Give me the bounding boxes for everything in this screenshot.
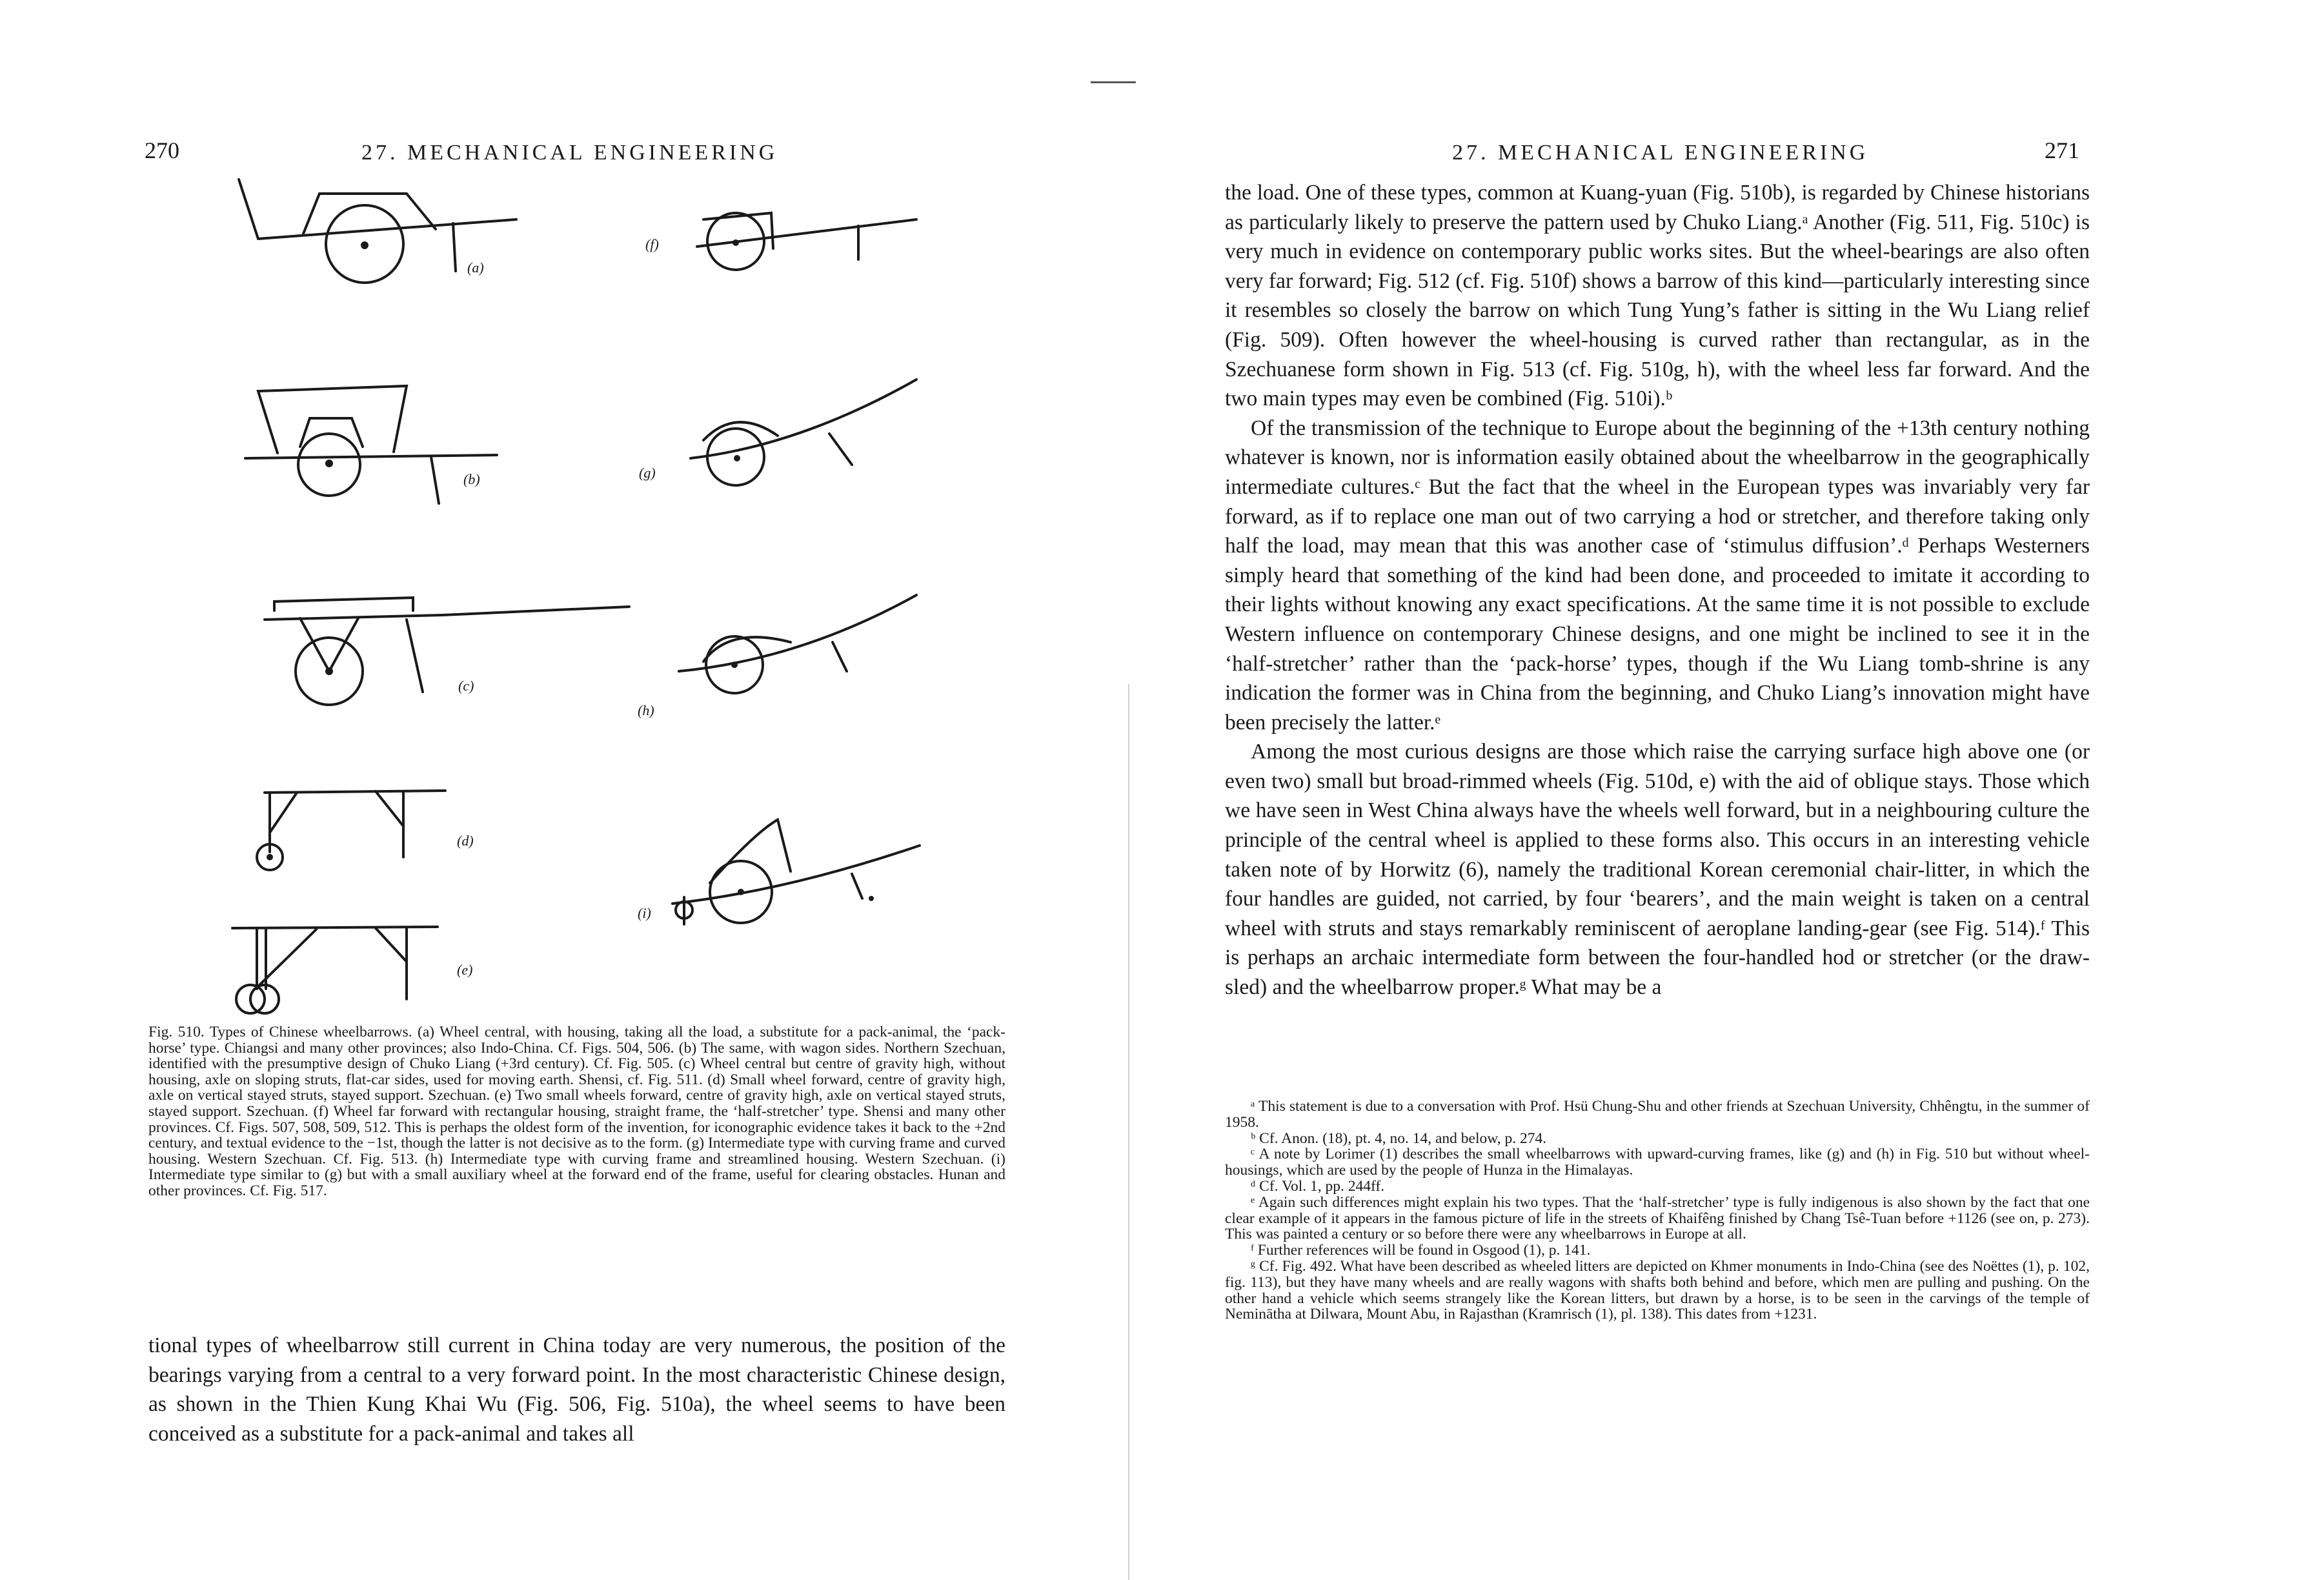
diagram-c-label: (c) (458, 678, 474, 694)
diagram-e (232, 927, 472, 1013)
diagram-f-frame (697, 219, 916, 247)
footnote: ᵇ Cf. Anon. (18), pt. 4, no. 14, and below, p. 274. (1251, 1129, 1547, 1147)
diagram-b-frame (245, 455, 497, 458)
paragraph: Of the transmission of the technique to Europe about the beginning of the +13th century nothing whatever is known, nor is information easily obtained about the wheelbarrow in the geographically intermediate cultures.ᶜ But the fact that the wheel in the European types was invariably very far forward, as if to replace one man out of two carrying a hod or stretcher, and therefore taking only half the load, may mean that this was another case of ‘stimulus diffusion’.ᵈ Perhaps Westerners simply heard that something of the kind had been done, and proceeded to imitate it according to their lights without knowing any exact specifications. At the same time it is not possible to exclude Western influence on contemporary Chinese designs, and one might be inclined to see it in the ‘half-stretcher’ rather than the ‘pack-horse’ types, though if the Wu Liang tomb-shrine is any indication the former was in China from the beginning, and Chuko Liang’s innovation might have been precisely the latter.ᵉ (1225, 416, 2090, 734)
diagram-a-handle (239, 179, 258, 239)
diagram-g (639, 380, 916, 485)
diagram-e-label: (e) (457, 962, 473, 978)
left-page-number: 270 (145, 137, 179, 163)
left-body-paragraph: tional types of wheelbarrow still current in China today are very numerous, the position of the bearings varying from a central to a very forward point. In the most characteristic Chinese design, as shown in the Thien Kung Khai Wu (Fig. 506, Fig. 510a), the wheel seems to have been conceived as a substitute for a pack-animal and takes all (148, 1333, 1005, 1446)
diagram-i (638, 820, 920, 924)
diagram-d-label: (d) (457, 833, 474, 849)
left-running-head: 27. MECHANICAL ENGINEERING (361, 141, 778, 165)
diagram-a (239, 179, 516, 283)
diagram-a-frame (258, 219, 516, 239)
page-gutter (1128, 684, 1129, 1580)
right-running-head: 27. MECHANICAL ENGINEERING (1452, 141, 1869, 165)
diagram-c-frame (265, 607, 629, 620)
footnote: ᶠ Further references will be found in Osgood (1), p. 141. (1251, 1242, 1591, 1259)
diagram-h-housing (703, 637, 791, 662)
diagram-h (638, 595, 916, 718)
diagram-a-label: (a) (467, 259, 484, 276)
right-page-number: 271 (2045, 137, 2079, 163)
wheelbarrow-figure (194, 174, 968, 1026)
right-body-text (1225, 178, 2090, 1002)
footnote: ᵍ Cf. Fig. 492. What have been described as wheeled litters are depicted on Khmer monuments in Indo-China (see des Noëttes (1), p. 102, fig. 113), but they have many wheels and are really wagons with shafts both behind and before, which men are pulling and pushing. On the other hand a vehicle which seems strangely like the Korean litters, but drawn by a horse, is to be seen in the carvings of the temple of Neminātha at Dilwara, Mount Abu, in Rajasthan (Kramrisch (1), pl. 138). This dates from +1231. (1225, 1257, 2090, 1323)
diagram-h-frame (679, 595, 916, 671)
paragraph: the load. One of these types, common at Kuang-yuan (Fig. 510b), is regarded by Chinese historians as particularly likely to preserve the pattern used by Chuko Liang.ᵃ Another (Fig. 511, Fig. 510c) is very much in evidence on contemporary public works sites. But the wheel-bearings are also often very far forward; Fig. 512 (cf. Fig. 510f) shows a barrow of this kind—particularly interesting since it resembles so closely the barrow on which Tung Yung’s father is sitting in the Wu Liang relief (Fig. 509). Often however the wheel-housing is curved rather than rectangular, as in the Szechuanese form shown in Fig. 513 (cf. Fig. 510g, h), with the wheel less far forward. And the two main types may even be combined (Fig. 510i).ᵇ (1225, 181, 2090, 411)
left-body-text (148, 1331, 1005, 1448)
diagram-b-label: (b) (463, 471, 480, 487)
diagram-h-label: (h) (638, 702, 654, 718)
diagram-b (245, 386, 497, 503)
diagram-i-housing (710, 820, 791, 883)
diagram-f (645, 213, 916, 270)
diagram-g-label: (g) (639, 465, 656, 481)
diagram-g-frame (691, 380, 916, 458)
footnote: ᶜ A note by Lorimer (1) describes the small wheelbarrows with upward-curving frames, like (g) and (h) in Fig. 510 but without wheel-housings, which are used by the people of Hunza in the Himalayas. (1225, 1146, 2090, 1179)
footnote: ᵉ Again such differences might explain his two types. That the ‘half-stretcher’ type is fully indigenous is also shown by the fact that one clear example of it appears in the famous picture of life in the streets of Khaifêng finished by Chang Tsê-Tuan before +1126 (see on, p. 273). This was painted a century or so before there were any wheelbarrows in Europe at all. (1225, 1193, 2090, 1243)
diagram-i-label: (i) (638, 905, 651, 921)
footnotes (1225, 1099, 2090, 1322)
diagram-d-frame (265, 791, 445, 793)
diagram-c (265, 598, 629, 705)
figure-caption: Fig. 510. Types of Chinese wheelbarrows. (a) Wheel central, with housing, taking all the load, a substitute for a pack-animal, the ‘pack-horse’ type. Chiangsi and many other provinces; also Indo-China. Cf. Figs. 504, 506. (b) The same, with wagon sides. Northern Szechuan, identified with the presumptive design of Chuko Liang (+3rd century). Cf. Fig. 505. (c) Wheel central but centre of gravity high, without housing, axle on sloping struts, flat-car sides, used for moving earth. Shensi, cf. Fig. 511. (d) Small wheel forward, centre of gravity high, axle on vertical stayed struts, stayed support. Szechuan. (e) Two small wheels forward, centre of gravity high, axle on vertical stayed struts, stayed support. Szechuan. (f) Wheel far forward with rectangular housing, straight frame, the ‘half-stretcher’ type. Shensi and many other provinces. Cf. Figs. 507, 508, 509, 512. This is perhaps the oldest form of the invention, for iconographic evidence takes it back to the +2nd century, and textual evidence to the −1st, though the latter is not decisive as to the form. (g) Intermediate type with curving frame and curved housing. Western Szechuan. Cf. Fig. 513. (h) Intermediate type with curving frame and streamlined housing. Western Szechuan. (i) Intermediate type similar to (g) but with a small auxiliary wheel at the forward end of the frame, useful for clearing obstacles. Hunan and other provinces. Cf. Fig. 517. (148, 1024, 1005, 1199)
paragraph: Among the most curious designs are those which raise the carrying surface high above one (or even two) small but broad-rimmed wheels (Fig. 510d, e) with the aid of oblique stays. Those which we have seen in West China always have the wheels well forward, but in a neighbouring culture the principle of the central wheel is applied to these forms also. This occurs in an interesting vehicle taken note of by Horwitz (6), namely the traditional Korean ceremonial chair-litter, in which the four handles are guided, not carried, by four ‘bearers’, and the main weight is taken on a central wheel with struts and stays remarkably reminiscent of aeroplane landing-gear (see Fig. 514).ᶠ This is perhaps an archaic intermediate form between the four-handled hod or stretcher (or the draw-sled) and the wheelbarrow proper.ᵍ What may be a (1225, 740, 2090, 1000)
top-rule (1091, 81, 1136, 83)
diagram-d (257, 791, 474, 870)
footnote: ᵈ Cf. Vol. 1, pp. 244ff. (1251, 1177, 1385, 1195)
footnote: ᵃ This statement is due to a conversation with Prof. Hsü Chung-Shu and other friends at Szechuan University, Chhêngtu, in the summer of 1958. (1225, 1098, 2090, 1131)
diagram-f-label: (f) (645, 236, 659, 252)
